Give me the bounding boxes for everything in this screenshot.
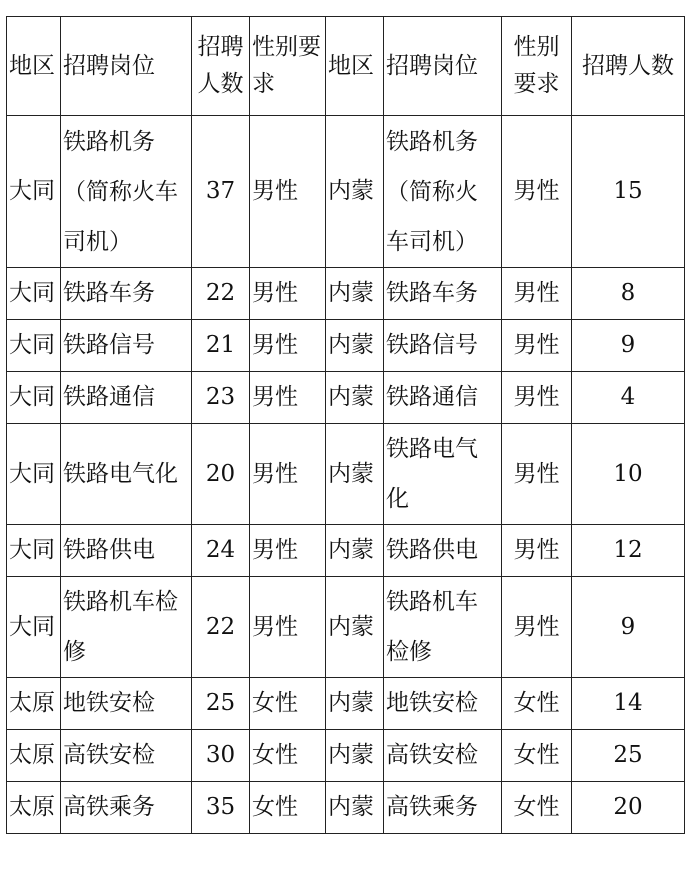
table-row: [7, 678, 685, 730]
header-gender-right: 性别要求: [502, 17, 572, 116]
table-row: [7, 116, 685, 268]
cell-count-left: 24: [192, 525, 250, 577]
table-row: [7, 320, 685, 372]
cell-gender-right: 男性: [502, 116, 572, 268]
cell-gender-right: 女性: [502, 730, 572, 782]
cell-gender-right: 男性: [502, 320, 572, 372]
cell-count-right: 25: [572, 730, 685, 782]
cell-count-right: 14: [572, 678, 685, 730]
table-row: [7, 525, 685, 577]
cell-region-right: 内蒙: [326, 678, 384, 730]
cell-position-right: 铁路电气化: [384, 424, 502, 525]
cell-position-left: 铁路通信: [61, 372, 192, 424]
cell-count-left: 30: [192, 730, 250, 782]
cell-region-right: 内蒙: [326, 372, 384, 424]
table-header-row: [7, 17, 685, 116]
cell-position-right: 地铁安检: [384, 678, 502, 730]
header-position-right: 招聘岗位: [384, 17, 502, 116]
cell-gender-right: 女性: [502, 782, 572, 834]
cell-position-left: 铁路机务（简称火车司机）: [61, 116, 192, 268]
cell-position-left: 铁路信号: [61, 320, 192, 372]
table-row: [7, 730, 685, 782]
cell-gender-right: 男性: [502, 525, 572, 577]
cell-position-right: 铁路信号: [384, 320, 502, 372]
cell-position-left: 铁路机车检修: [61, 577, 192, 678]
cell-position-left: 地铁安检: [61, 678, 192, 730]
cell-count-left: 20: [192, 424, 250, 525]
cell-count-left: 35: [192, 782, 250, 834]
cell-gender-right: 女性: [502, 678, 572, 730]
cell-region-left: 大同: [7, 372, 61, 424]
cell-region-left: 太原: [7, 678, 61, 730]
table-row: [7, 372, 685, 424]
cell-count-left: 37: [192, 116, 250, 268]
cell-count-right: 9: [572, 320, 685, 372]
cell-region-right: 内蒙: [326, 320, 384, 372]
table-row: [7, 577, 685, 678]
cell-region-right: 内蒙: [326, 525, 384, 577]
cell-region-right: 内蒙: [326, 730, 384, 782]
cell-position-left: 高铁乘务: [61, 782, 192, 834]
cell-gender-right: 男性: [502, 268, 572, 320]
header-region-right: 地区: [326, 17, 384, 116]
cell-gender-left: 男性: [250, 525, 326, 577]
cell-region-right: 内蒙: [326, 782, 384, 834]
header-gender-left: 性别要求: [250, 17, 326, 116]
table-row: [7, 782, 685, 834]
table-row: [7, 424, 685, 525]
cell-count-left: 23: [192, 372, 250, 424]
cell-position-right: 高铁安检: [384, 730, 502, 782]
cell-gender-right: 男性: [502, 424, 572, 525]
cell-position-left: 高铁安检: [61, 730, 192, 782]
cell-region-right: 内蒙: [326, 424, 384, 525]
cell-count-left: 21: [192, 320, 250, 372]
cell-position-right: 铁路通信: [384, 372, 502, 424]
cell-position-right: 铁路机务（简称火车司机）: [384, 116, 502, 268]
cell-region-left: 大同: [7, 116, 61, 268]
cell-region-right: 内蒙: [326, 116, 384, 268]
cell-count-right: 12: [572, 525, 685, 577]
cell-region-left: 大同: [7, 268, 61, 320]
cell-gender-left: 男性: [250, 320, 326, 372]
cell-gender-left: 女性: [250, 782, 326, 834]
cell-gender-right: 男性: [502, 372, 572, 424]
table-body: [7, 17, 685, 834]
cell-gender-right: 男性: [502, 577, 572, 678]
cell-count-left: 22: [192, 577, 250, 678]
cell-region-left: 大同: [7, 320, 61, 372]
cell-position-left: 铁路车务: [61, 268, 192, 320]
cell-gender-left: 男性: [250, 268, 326, 320]
cell-count-left: 22: [192, 268, 250, 320]
cell-position-right: 铁路车务: [384, 268, 502, 320]
cell-position-left: 铁路供电: [61, 525, 192, 577]
table-row: [7, 268, 685, 320]
recruitment-table: [6, 16, 685, 834]
cell-position-left: 铁路电气化: [61, 424, 192, 525]
header-count-left: 招聘人数: [192, 17, 250, 116]
cell-gender-left: 男性: [250, 424, 326, 525]
cell-gender-left: 男性: [250, 116, 326, 268]
cell-position-right: 高铁乘务: [384, 782, 502, 834]
cell-count-right: 4: [572, 372, 685, 424]
header-region-left: 地区: [7, 17, 61, 116]
cell-region-left: 大同: [7, 525, 61, 577]
cell-count-right: 9: [572, 577, 685, 678]
header-count-right: 招聘人数: [572, 17, 685, 116]
cell-position-right: 铁路机车检修: [384, 577, 502, 678]
cell-region-left: 大同: [7, 577, 61, 678]
cell-gender-left: 女性: [250, 730, 326, 782]
cell-count-right: 20: [572, 782, 685, 834]
cell-count-right: 15: [572, 116, 685, 268]
cell-region-left: 大同: [7, 424, 61, 525]
cell-region-left: 太原: [7, 730, 61, 782]
cell-gender-left: 男性: [250, 372, 326, 424]
cell-region-right: 内蒙: [326, 268, 384, 320]
cell-count-left: 25: [192, 678, 250, 730]
cell-gender-left: 女性: [250, 678, 326, 730]
cell-region-left: 太原: [7, 782, 61, 834]
cell-region-right: 内蒙: [326, 577, 384, 678]
cell-count-right: 10: [572, 424, 685, 525]
cell-gender-left: 男性: [250, 577, 326, 678]
header-position-left: 招聘岗位: [61, 17, 192, 116]
cell-position-right: 铁路供电: [384, 525, 502, 577]
cell-count-right: 8: [572, 268, 685, 320]
